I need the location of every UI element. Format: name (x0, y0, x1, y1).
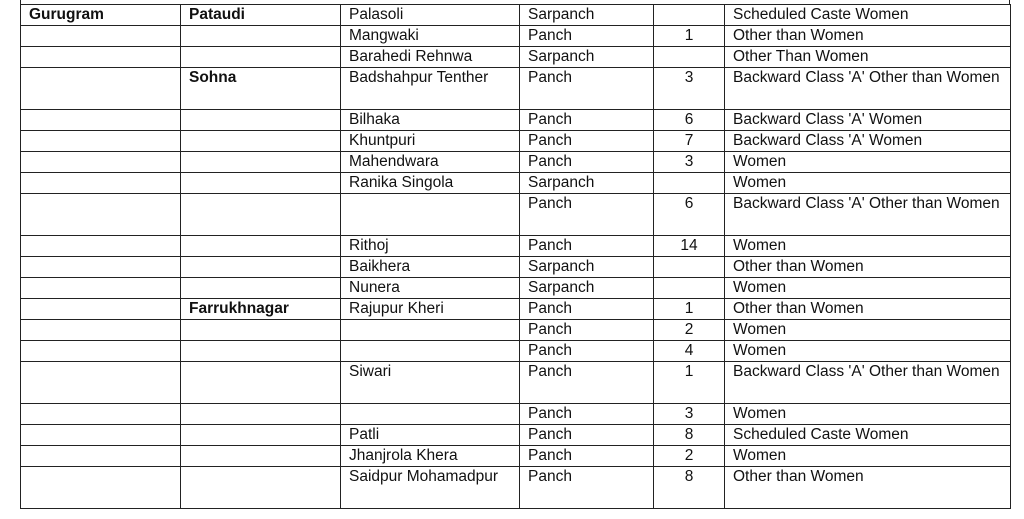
district-cell (21, 299, 181, 320)
post-cell: Panch (520, 425, 654, 446)
village-cell: Jhanjrola Khera (341, 446, 520, 467)
district-cell (21, 467, 181, 509)
village-cell: Nunera (341, 278, 520, 299)
village-cell (341, 341, 520, 362)
category-cell: Women (725, 404, 1011, 425)
village-cell (341, 194, 520, 236)
block-cell (181, 131, 341, 152)
category-cell: Scheduled Caste Women (725, 5, 1011, 26)
block-cell (181, 152, 341, 173)
post-cell: Panch (520, 404, 654, 425)
district-cell (21, 236, 181, 257)
table-row (21, 278, 1011, 299)
post-cell: Panch (520, 320, 654, 341)
ward-cell (654, 257, 725, 278)
table-row (21, 320, 1011, 341)
village-cell: Patli (341, 425, 520, 446)
district-cell (21, 173, 181, 194)
category-cell: Women (725, 278, 1011, 299)
category-cell: Backward Class 'A' Women (725, 131, 1011, 152)
post-cell: Sarpanch (520, 47, 654, 68)
ward-cell: 8 (654, 425, 725, 446)
category-cell: Women (725, 152, 1011, 173)
ward-cell: 2 (654, 320, 725, 341)
village-cell: Palasoli (341, 5, 520, 26)
village-cell (341, 320, 520, 341)
post-cell: Sarpanch (520, 278, 654, 299)
ward-cell (654, 5, 725, 26)
table-row (21, 173, 1011, 194)
category-cell: Backward Class 'A' Other than Women (725, 68, 1011, 110)
district-cell (21, 446, 181, 467)
village-cell: Saidpur Mohamadpur (341, 467, 520, 509)
block-cell (181, 320, 341, 341)
block-cell (181, 194, 341, 236)
post-cell: Panch (520, 68, 654, 110)
table-row (21, 467, 1011, 509)
ward-cell: 14 (654, 236, 725, 257)
ward-cell (654, 278, 725, 299)
table-row (21, 341, 1011, 362)
district-cell (21, 362, 181, 404)
ward-cell: 6 (654, 194, 725, 236)
block-cell (181, 173, 341, 194)
category-cell: Other Than Women (725, 47, 1011, 68)
category-cell: Women (725, 173, 1011, 194)
table-row (21, 194, 1011, 236)
district-cell (21, 26, 181, 47)
ward-cell: 3 (654, 152, 725, 173)
district-cell (21, 131, 181, 152)
ward-cell: 1 (654, 362, 725, 404)
block-cell (181, 362, 341, 404)
post-cell: Panch (520, 467, 654, 509)
ward-cell: 3 (654, 404, 725, 425)
table-row (21, 68, 1011, 110)
district-cell (21, 110, 181, 131)
block-cell (181, 47, 341, 68)
block-cell (181, 425, 341, 446)
block-cell (181, 26, 341, 47)
table-row (21, 236, 1011, 257)
ward-cell: 1 (654, 299, 725, 320)
village-cell: Rithoj (341, 236, 520, 257)
table-row (21, 110, 1011, 131)
block-cell (181, 236, 341, 257)
table-row (21, 404, 1011, 425)
district-cell (21, 68, 181, 110)
category-cell: Backward Class 'A' Other than Women (725, 194, 1011, 236)
table-row (21, 362, 1011, 404)
category-cell: Backward Class 'A' Women (725, 110, 1011, 131)
post-cell: Panch (520, 194, 654, 236)
village-cell: Khuntpuri (341, 131, 520, 152)
district-cell (21, 320, 181, 341)
category-cell: Other than Women (725, 26, 1011, 47)
category-cell: Other than Women (725, 257, 1011, 278)
table-row (21, 26, 1011, 47)
category-cell: Scheduled Caste Women (725, 425, 1011, 446)
post-cell: Panch (520, 341, 654, 362)
block-cell (181, 404, 341, 425)
ward-cell (654, 173, 725, 194)
post-cell: Panch (520, 110, 654, 131)
table-row (21, 425, 1011, 446)
ward-cell: 7 (654, 131, 725, 152)
table-row (21, 131, 1011, 152)
category-cell: Backward Class 'A' Other than Women (725, 362, 1011, 404)
district-cell: Gurugram (21, 5, 181, 26)
village-cell: Mahendwara (341, 152, 520, 173)
village-cell: Mangwaki (341, 26, 520, 47)
table-row (21, 446, 1011, 467)
district-cell (21, 194, 181, 236)
district-cell (21, 278, 181, 299)
ward-cell: 6 (654, 110, 725, 131)
block-cell (181, 446, 341, 467)
post-cell: Panch (520, 26, 654, 47)
table-row (21, 152, 1011, 173)
ward-cell (654, 47, 725, 68)
village-cell: Bilhaka (341, 110, 520, 131)
post-cell: Panch (520, 131, 654, 152)
village-cell: Barahedi Rehnwa (341, 47, 520, 68)
category-cell: Women (725, 236, 1011, 257)
village-cell: Siwari (341, 362, 520, 404)
post-cell: Panch (520, 299, 654, 320)
village-cell: Rajupur Kheri (341, 299, 520, 320)
village-cell: Badshahpur Tenther (341, 68, 520, 110)
block-cell: Pataudi (181, 5, 341, 26)
ward-cell: 4 (654, 341, 725, 362)
ward-cell: 2 (654, 446, 725, 467)
table-row (21, 5, 1011, 26)
district-cell (21, 341, 181, 362)
table-row (21, 257, 1011, 278)
district-cell (21, 47, 181, 68)
block-cell: Sohna (181, 68, 341, 110)
post-cell: Panch (520, 362, 654, 404)
village-cell: Baikhera (341, 257, 520, 278)
category-cell: Other than Women (725, 299, 1011, 320)
village-cell: Ranika Singola (341, 173, 520, 194)
post-cell: Sarpanch (520, 5, 654, 26)
village-cell (341, 404, 520, 425)
category-cell: Women (725, 446, 1011, 467)
block-cell (181, 110, 341, 131)
district-cell (21, 257, 181, 278)
category-cell: Other than Women (725, 467, 1011, 509)
block-cell (181, 467, 341, 509)
table-row (21, 299, 1011, 320)
block-cell (181, 278, 341, 299)
ward-cell: 3 (654, 68, 725, 110)
category-cell: Women (725, 341, 1011, 362)
reservation-table (20, 4, 1011, 509)
post-cell: Panch (520, 236, 654, 257)
category-cell: Women (725, 320, 1011, 341)
ward-cell: 8 (654, 467, 725, 509)
post-cell: Sarpanch (520, 257, 654, 278)
post-cell: Panch (520, 446, 654, 467)
block-cell: Farrukhnagar (181, 299, 341, 320)
post-cell: Panch (520, 152, 654, 173)
block-cell (181, 341, 341, 362)
table-row (21, 47, 1011, 68)
ward-cell: 1 (654, 26, 725, 47)
table-body (21, 5, 1011, 509)
block-cell (181, 257, 341, 278)
post-cell: Sarpanch (520, 173, 654, 194)
district-cell (21, 425, 181, 446)
district-cell (21, 152, 181, 173)
district-cell (21, 404, 181, 425)
